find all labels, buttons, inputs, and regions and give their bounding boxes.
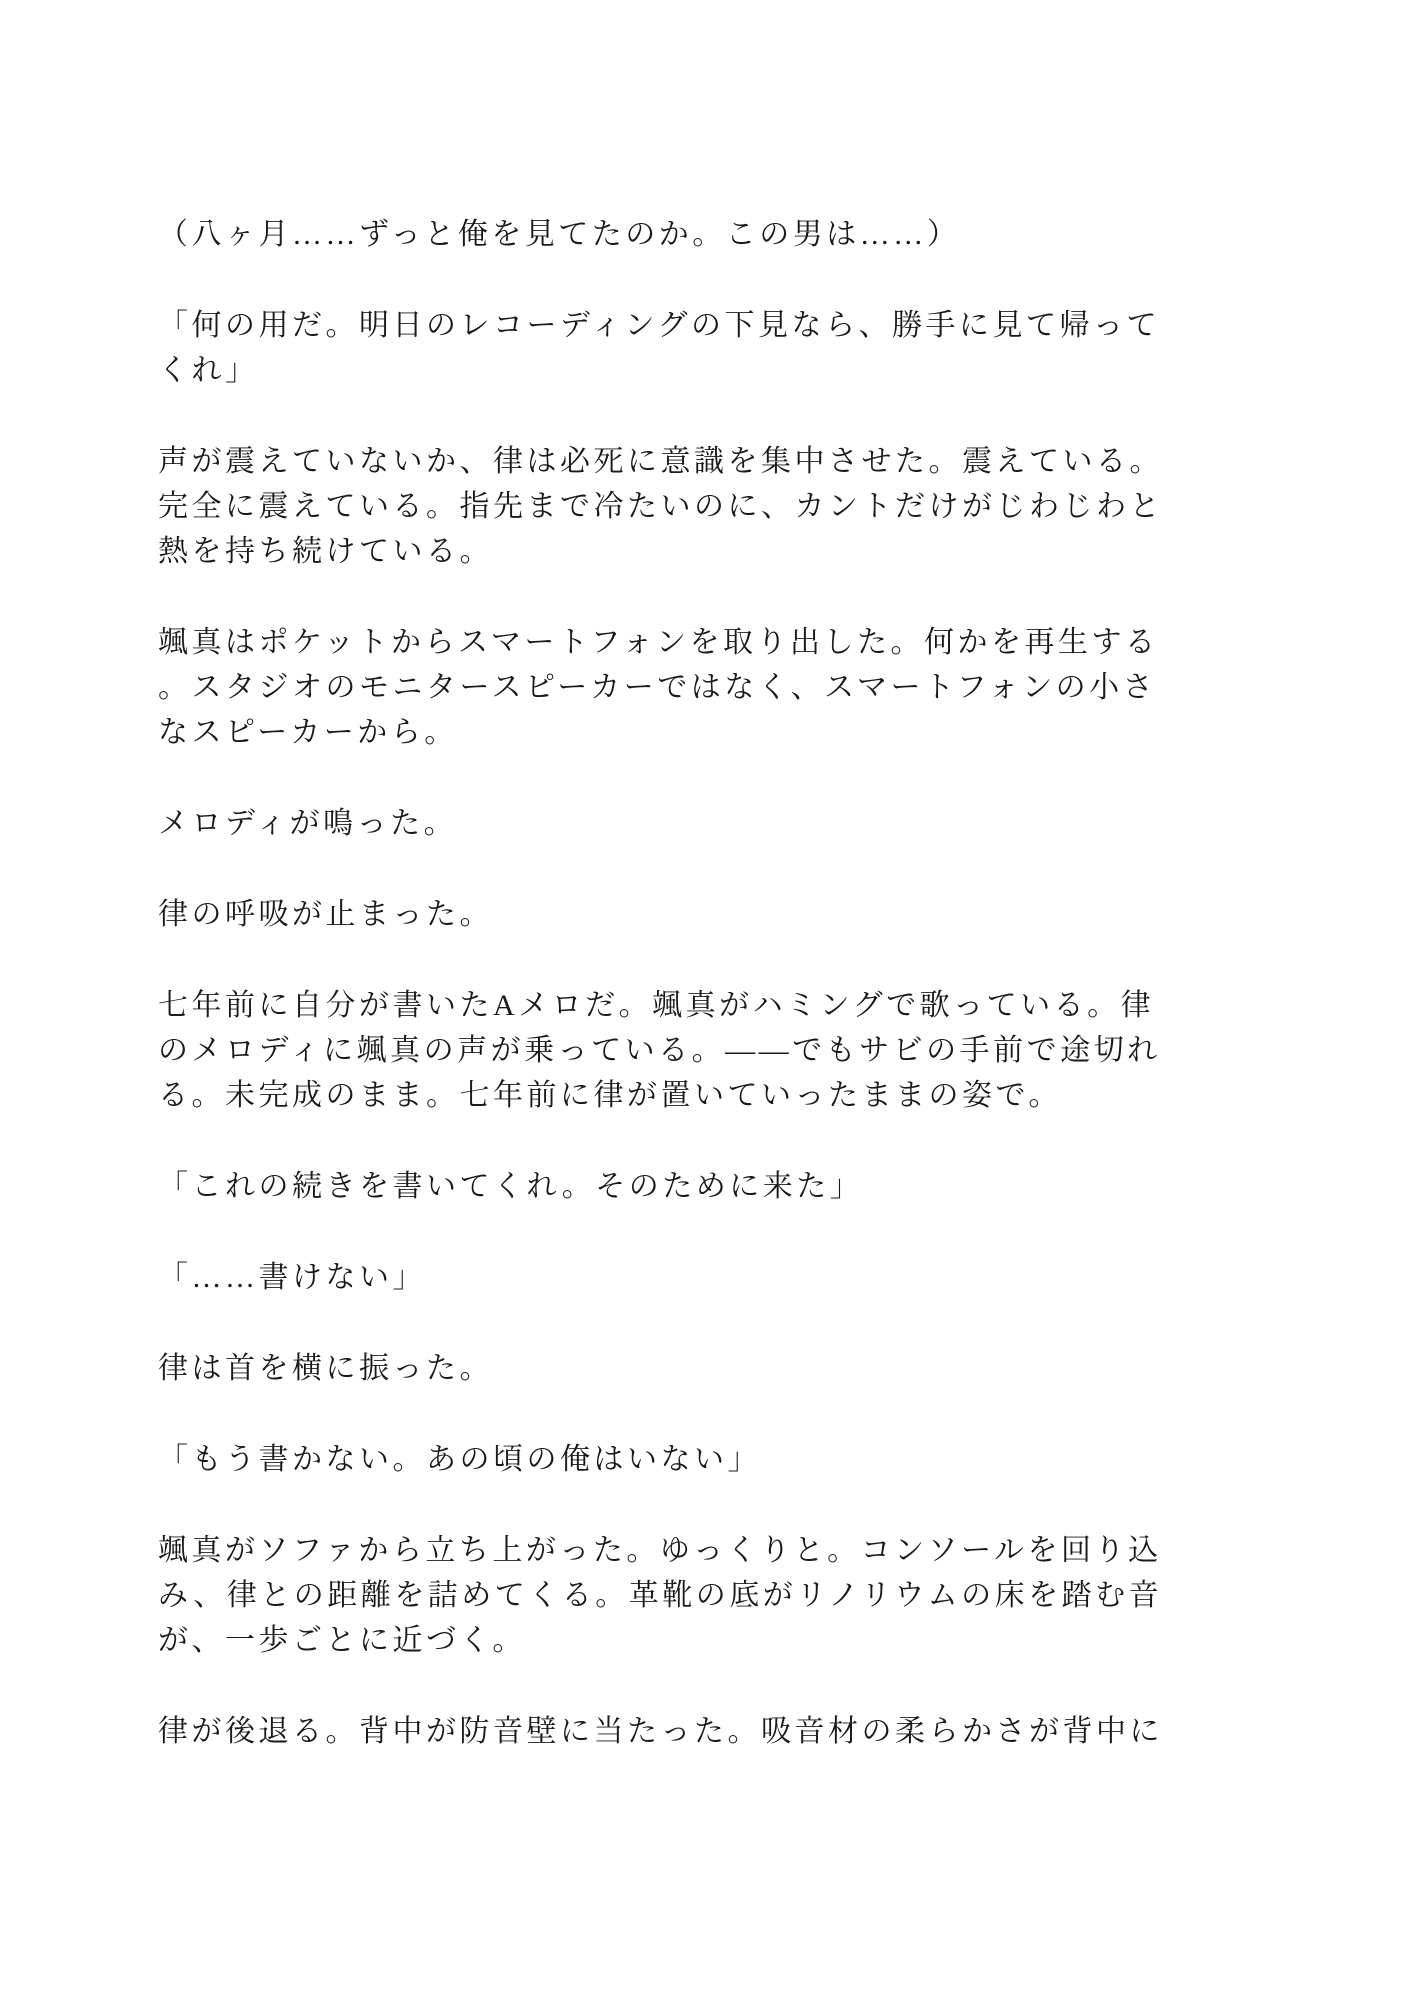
text-line: が、一歩ごとに近づく。 — [158, 1624, 526, 1657]
paragraph — [158, 1346, 1275, 1391]
text-line: 律が後退る。背中が防音壁に当たった。吸音材の柔らかさが背中に — [158, 1715, 1163, 1748]
paragraph — [158, 801, 1275, 846]
text-line: る。未完成のまま。七年前に律が置いていったままの姿で。 — [158, 1079, 1062, 1112]
paragraph — [158, 1709, 1275, 1754]
text-line: 七年前に自分が書いたAメロだ。颯真がハミングで歌っている。律 — [158, 989, 1155, 1022]
text-line: 。スタジオのモニタースピーカーではなく、スマートフォンの小さ — [158, 671, 1157, 704]
paragraph — [158, 303, 1275, 393]
paragraph — [158, 1528, 1275, 1663]
paragraph — [158, 439, 1275, 574]
text-line: 「……書けない」 — [158, 1261, 426, 1294]
paragraph — [158, 1164, 1275, 1209]
text-line: なスピーカーから。 — [158, 716, 458, 749]
text-line: のメロディに颯真の声が乗っている。――でもサビの手前で途切れ — [158, 1034, 1161, 1067]
paragraph — [158, 620, 1275, 755]
text-line: 「何の用だ。明日のレコーディングの下見なら、勝手に見て帰って — [158, 309, 1160, 342]
text-line: 颯真はポケットからスマートフォンを取り出した。何かを再生する — [158, 626, 1159, 659]
text-line: 律の呼吸が止まった。 — [158, 898, 493, 931]
text-line: 熱を持ち続けている。 — [158, 535, 493, 568]
text-line: 完全に震えている。指先まで冷たいのに、カントだけがじわじわと — [158, 490, 1163, 523]
text-block — [158, 212, 1275, 1754]
paragraph — [158, 1255, 1275, 1300]
text-line: 「もう書かない。あの頃の俺はいない」 — [158, 1443, 761, 1476]
paragraph — [158, 212, 1275, 257]
text-line: メロディが鳴った。 — [158, 807, 458, 840]
paragraph — [158, 892, 1275, 937]
paragraph — [158, 1437, 1275, 1482]
text-line: 声が震えていないか、律は必死に意識を集中させた。震えている。 — [158, 445, 1163, 478]
text-line: 颯真がソファから立ち上がった。ゆっくりと。コンソールを回り込 — [158, 1534, 1162, 1567]
text-line: （八ヶ月……ずっと俺を見てたのか。この男は……） — [158, 218, 961, 251]
paragraph — [158, 983, 1275, 1118]
text-line: 「これの続きを書いてくれ。そのために来た」 — [158, 1170, 864, 1203]
text-line: くれ」 — [158, 354, 259, 387]
text-line: み、律との距離を詰めてくる。革靴の底がリノリウムの床を踏む音 — [158, 1579, 1163, 1612]
text-line: 律は首を横に振った。 — [158, 1352, 493, 1385]
